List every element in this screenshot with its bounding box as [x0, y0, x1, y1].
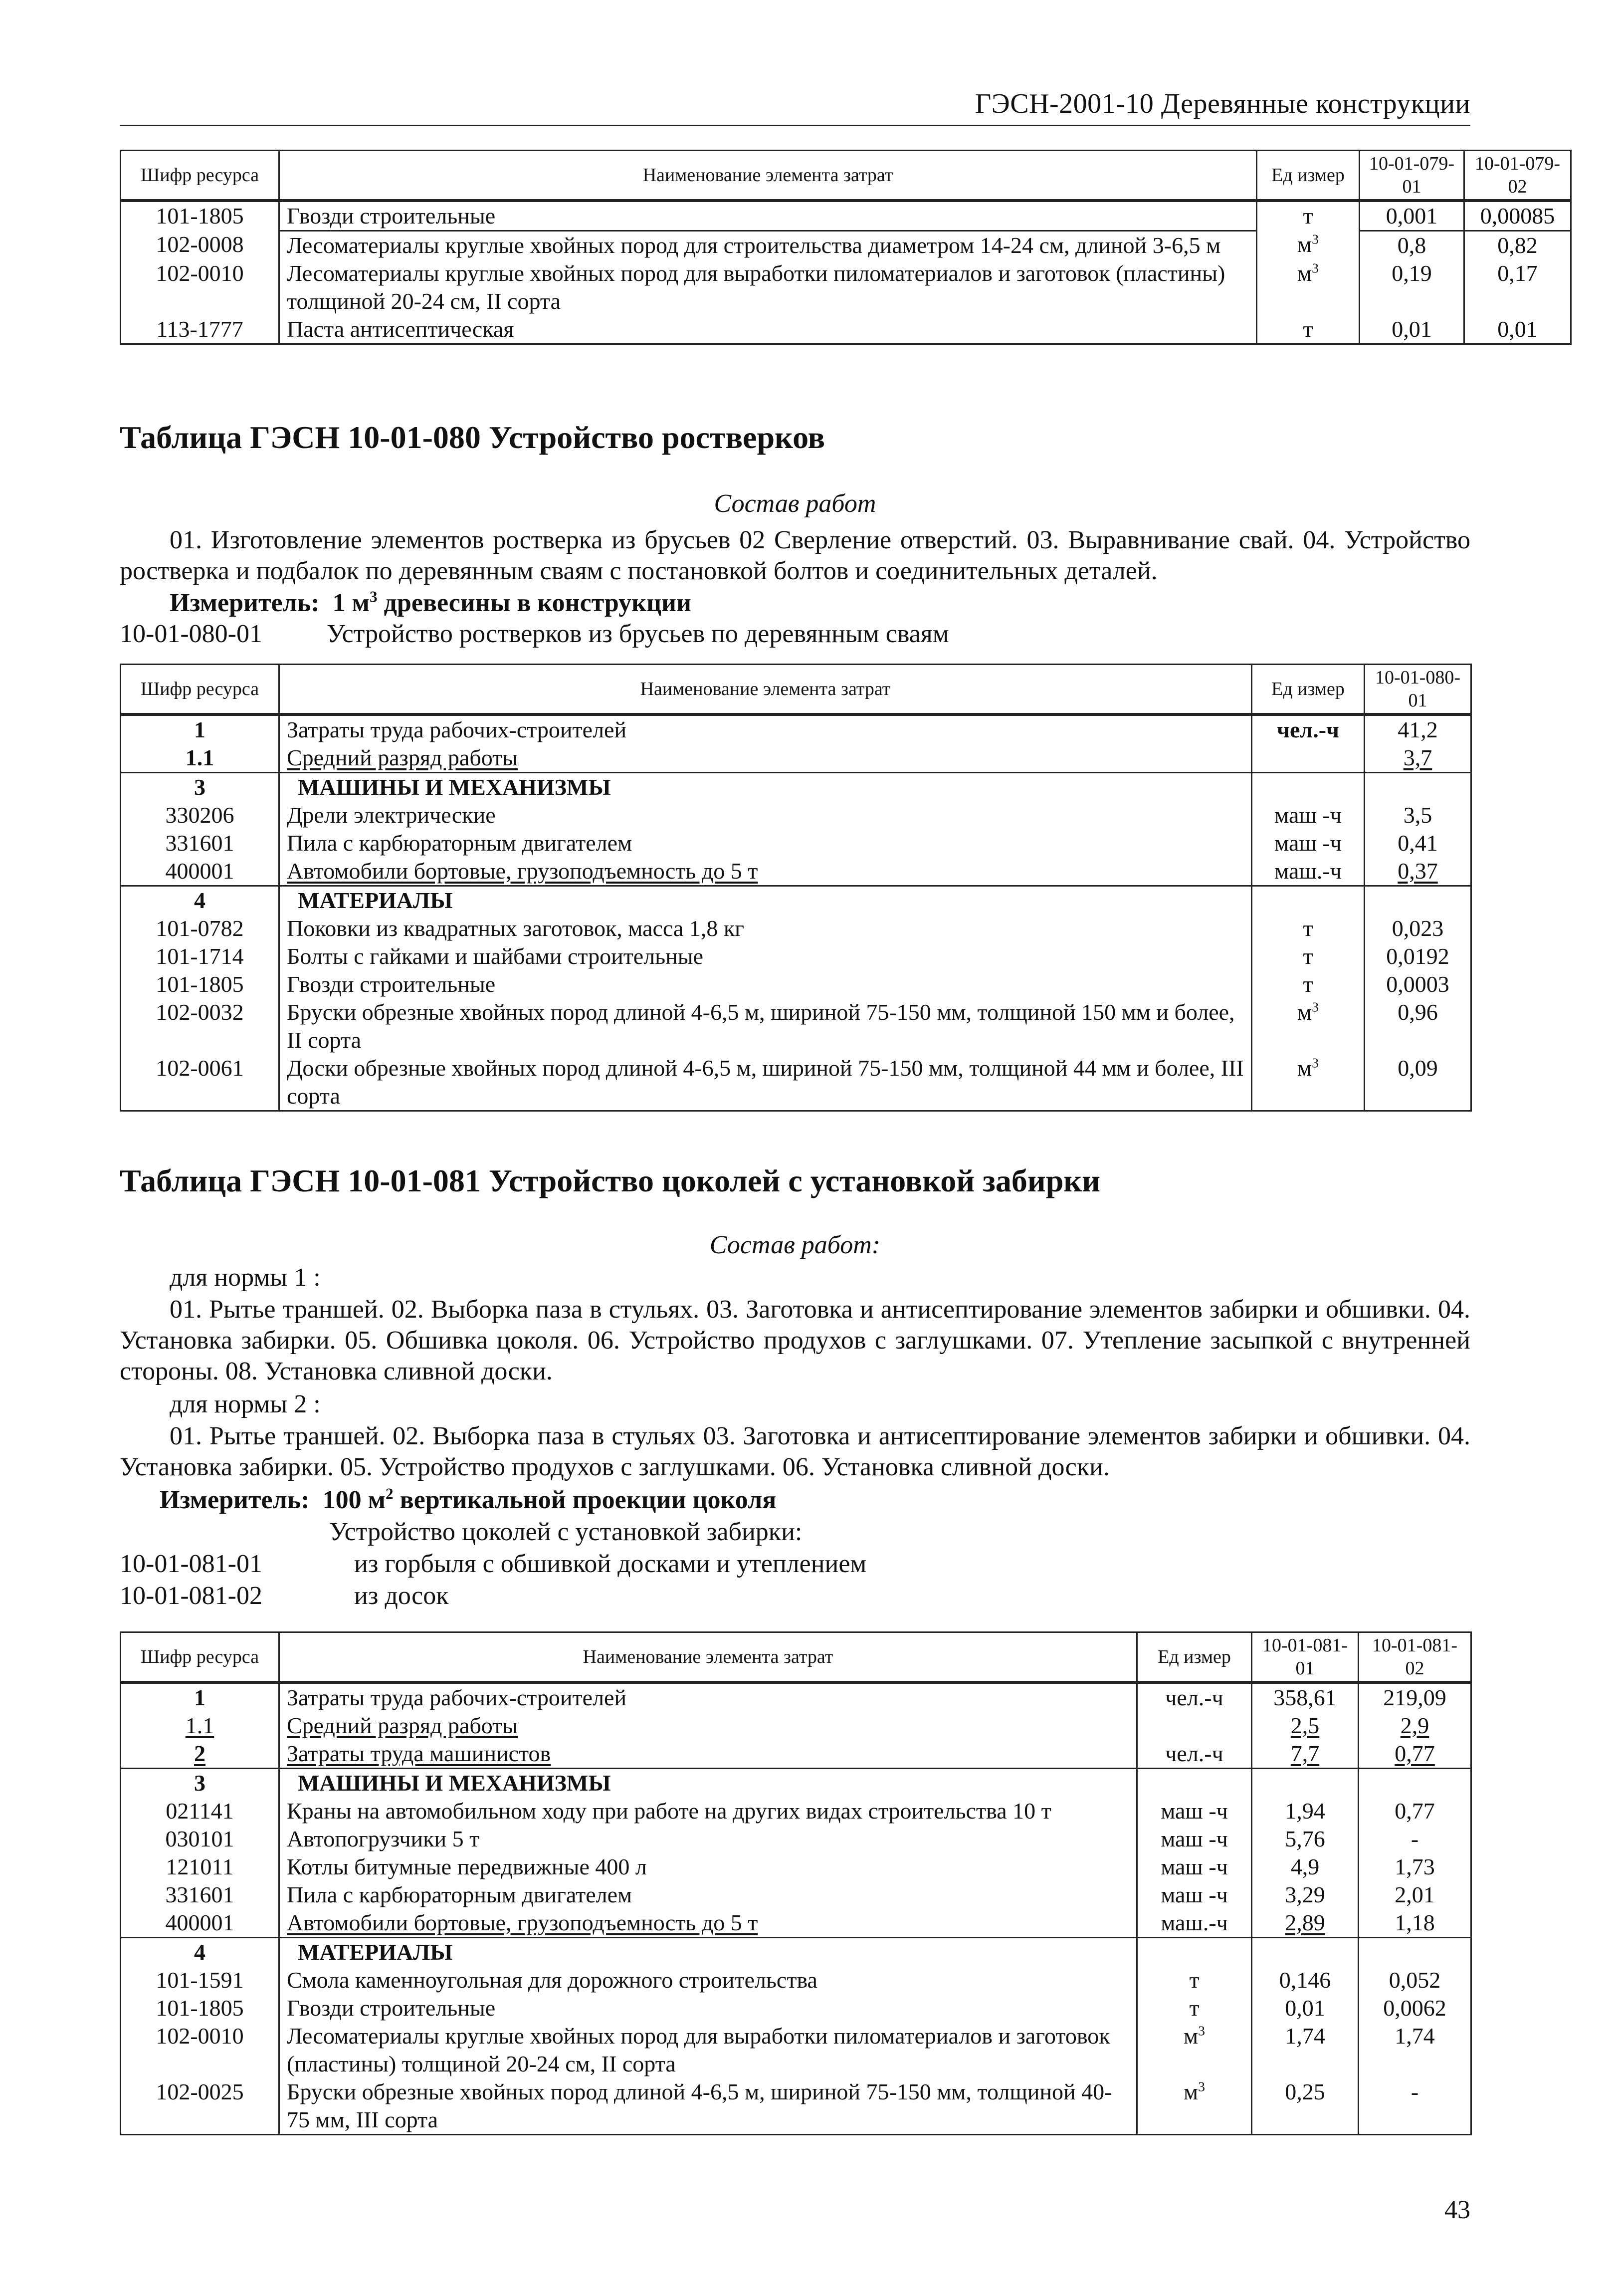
table-row: 102-0061 Доски обрезные хвойных пород длиной 4-6,5 м, шириной 75-150 мм, толщиной 44 мм и более, III сорта $м^3$ 0,09 [121, 1054, 1471, 1111]
norm2-text: 01. Рытье траншей. 02. Выборка паза в стульях 03. Заготовка и антисептирование элементов забирки и обшивки. 04. Установка забирки. 05. Устройство продухов с заглушками. 06. Установка сливной доски. [120, 1422, 1470, 1481]
col-code-header: Шифр ресурса [121, 151, 279, 201]
table-row: 101-1805 Гвозди строительные т 0,01 0,0062 [121, 1994, 1471, 2022]
norm2-label: для нормы 2 : [170, 1390, 321, 1418]
table-079 [120, 150, 1572, 345]
table-row: 1 Затраты труда рабочих-строителей чел.-ч 41,2 [121, 714, 1471, 744]
col-name-header: Наименование элемента затрат [279, 151, 1257, 201]
table-row: 102-0025 Бруски обрезные хвойных пород длиной 4-6,5 м, шириной 75-150 мм, толщиной 40-75 мм, III сорта $м^3$ 0,25 - [121, 2078, 1471, 2135]
work-composition-heading: Состав работ [714, 489, 876, 518]
col-name-header: Наименование элемента затрат [279, 1632, 1137, 1682]
table-row: 330206 Дрели электрические маш -ч 3,5 [121, 801, 1471, 829]
col-unit-header: Ед измер [1257, 151, 1360, 201]
table-row: 3 МАШИНЫ И МЕХАНИЗМЫ [121, 1768, 1471, 1797]
col-name-header: Наименование элемента затрат [279, 665, 1252, 714]
meter-value: 1 $м^3$ древесины в конструкции [332, 588, 691, 617]
table-row: 101-1714 Болты с гайками и шайбами строительные т 0,0192 [121, 942, 1471, 970]
col-unit-header: Ед измер [1252, 665, 1365, 714]
col-code-header: Шифр ресурса [121, 1632, 279, 1682]
table-row: 1.1 Средний разряд работы 2,5 2,9 [121, 1712, 1471, 1740]
table-row: 2 Затраты труда машинистов чел.-ч 7,7 0,77 [121, 1740, 1471, 1769]
norm1-text: 01. Рытье траншей. 02. Выборка паза в стульях. 03. Заготовка и антисептирование элементов забирки и обшивки. 04. Установка забирки. 05. Обшивка цоколя. 06. Устройство продухов с заглушками. 07. Утепление засыпкой с внутренней стороны. 08. Установка сливной доски. [120, 1295, 1470, 1385]
meter [160, 1485, 776, 1516]
table-081-title: Таблица ГЭСН 10-01-081 Устройство цоколей с установкой забирки [120, 1163, 1101, 1198]
table-row: 331601 Пила с карбюраторным двигателем маш -ч 3,29 2,01 [121, 1881, 1471, 1909]
variant-name: из горбыля с обшивкой досками и утеплением [354, 1550, 867, 1578]
variant-name: из досок [354, 1582, 449, 1610]
table-row: 101-1805 Гвозди строительные т 0,0003 [121, 970, 1471, 998]
table-080-title: Таблица ГЭСН 10-01-080 Устройство ростверков [120, 420, 825, 455]
meter [170, 588, 691, 619]
table-row: 331601 Пила с карбюраторным двигателем маш -ч 0,41 [121, 829, 1471, 857]
col-norm-header: 10-01-081-01 [1252, 1632, 1359, 1682]
running-head: ГЭСН-2001-10 Деревянные конструкции [975, 88, 1470, 119]
col-unit-header: Ед измер [1137, 1632, 1252, 1682]
table-row: 3 МАШИНЫ И МЕХАНИЗМЫ [121, 772, 1471, 801]
table-row: 021141 Краны на автомобильном ходу при работе на других видах строительства 10 т маш -ч 1,94 0,77 [121, 1797, 1471, 1825]
table-row: 400001 Автомобили бортовые, грузоподъемность до 5 т маш.-ч 0,37 [121, 857, 1471, 886]
table-row: 4 МАТЕРИАЛЫ [121, 886, 1471, 915]
table-081 [120, 1631, 1472, 2135]
work-composition-text: 01. Изготовление элементов ростверка из брусьев 02 Сверление отверстий. 03. Выравнивание свай. 04. Устройство ростверка и подбалок по деревянным сваям с постановкой болтов и соединительных деталей. [120, 526, 1470, 585]
table-row: 101-0782 Поковки из квадратных заготовок, масса 1,8 кг т 0,023 [121, 915, 1471, 942]
col-norm-header: 10-01-081-02 [1359, 1632, 1471, 1682]
meter-label: Измеритель: [170, 589, 320, 617]
table-row: 030101 Автопогрузчики 5 т маш -ч 5,76 - [121, 1825, 1471, 1853]
meter-label: Измеритель: [160, 1486, 310, 1514]
table-row: 4 МАТЕРИАЛЫ [121, 1937, 1471, 1966]
table-row: 102-0010 Лесоматериалы круглые хвойных пород для выработки пиломатериалов и заготовок (пластины) толщиной 20-24 см, II сорта $м^3$ 0,19 0,17 [121, 259, 1571, 315]
table-row: 121011 Котлы битумные передвижные 400 л маш -ч 4,9 1,73 [121, 1853, 1471, 1881]
table-row: 400001 Автомобили бортовые, грузоподъемность до 5 т маш.-ч 2,89 1,18 [121, 1909, 1471, 1938]
table-row: 102-0010 Лесоматериалы круглые хвойных пород для выработки пиломатериалов и заготовок (пластины) толщиной 20-24 см, II сорта $м^3$ 1,74 1,74 [121, 2022, 1471, 2078]
norm-group-name: Устройство цоколей с установкой забирки: [329, 1518, 803, 1546]
norm-code: 10-01-080-01 [120, 620, 262, 648]
table-row: 102-0032 Бруски обрезные хвойных пород длиной 4-6,5 м, шириной 75-150 мм, толщиной 150 мм и более, II сорта $м^3$ 0,96 [121, 998, 1471, 1054]
norm-name: Устройство ростверков из брусьев по деревянным сваям [327, 620, 949, 648]
table-row: 102-0008 Лесоматериалы круглые хвойных пород для строительства диаметром 14-24 см, длиной 3-6,5 м $м^3$ 0,8 0,82 [121, 230, 1571, 259]
col-norm-header: 10-01-079-02 [1464, 151, 1571, 201]
table-row: 113-1777 Паста антисептическая т 0,01 0,01 [121, 315, 1571, 344]
col-code-header: Шифр ресурса [121, 665, 279, 714]
table-row: 1.1 Средний разряд работы 3,7 [121, 744, 1471, 773]
header-rule [120, 125, 1470, 126]
col-norm-header: 10-01-080-01 [1365, 665, 1471, 714]
norm1-label: для нормы 1 : [170, 1263, 321, 1292]
variant-code: 10-01-081-02 [120, 1582, 262, 1610]
variant-code: 10-01-081-01 [120, 1550, 262, 1578]
meter-value: 100 $м^2$ вертикальной проекции цоколя [322, 1485, 777, 1514]
table-080 [120, 664, 1472, 1112]
page-number: 43 [1444, 2196, 1470, 2224]
col-norm-header: 10-01-079-01 [1360, 151, 1464, 201]
table-row: 1 Затраты труда рабочих-строителей чел.-ч 358,61 219,09 [121, 1682, 1471, 1712]
table-row: 101-1805 Гвозди строительные т 0,001 0,00085 [121, 201, 1571, 231]
work-composition-heading: Состав работ: [709, 1231, 881, 1259]
table-row: 101-1591 Смола каменноугольная для дорожного строительства т 0,146 0,052 [121, 1966, 1471, 1994]
